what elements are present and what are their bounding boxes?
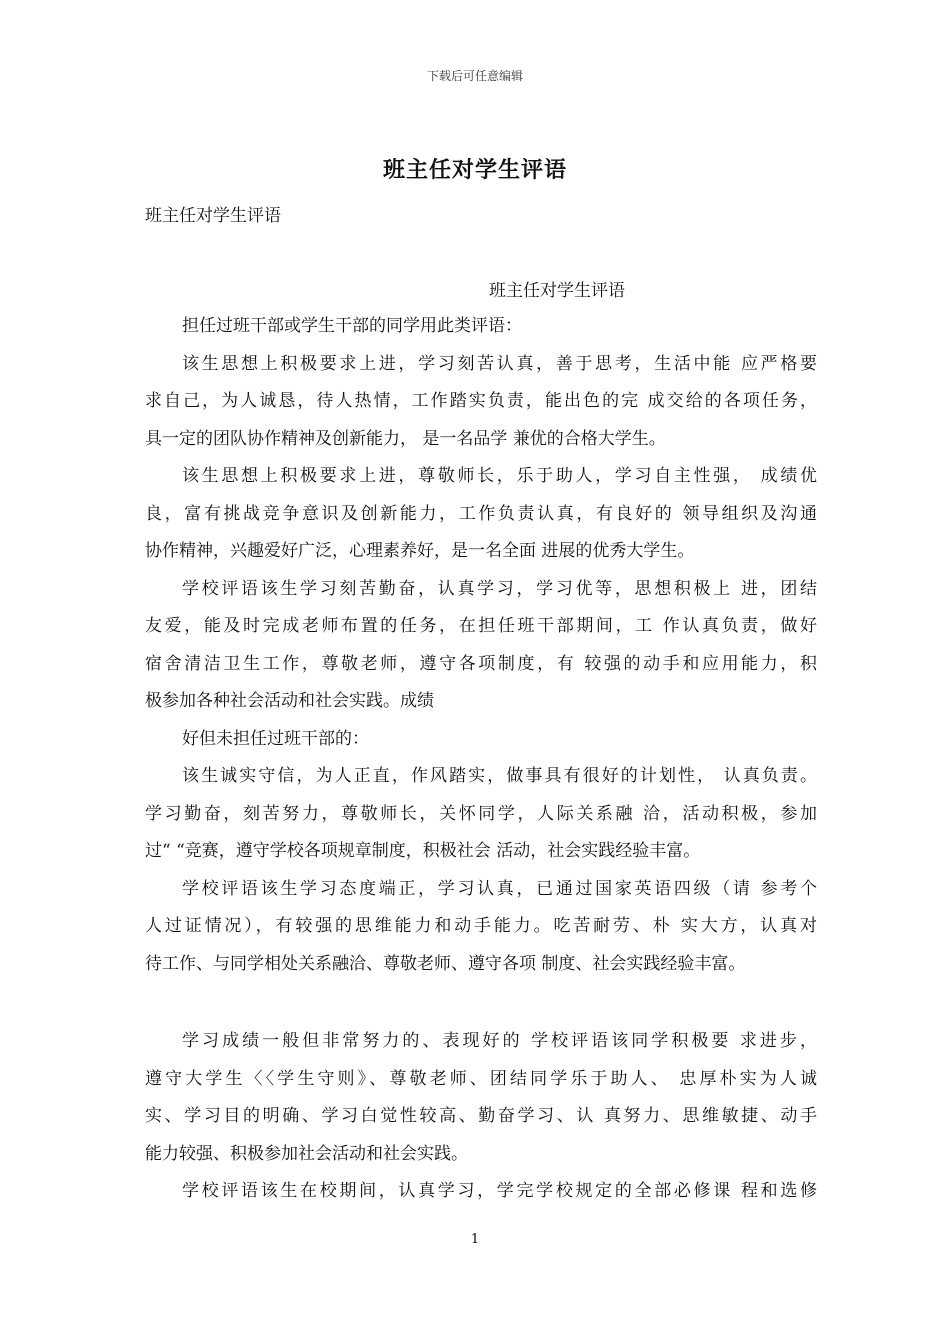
paragraph-line: 学校评语该生学习态度端正，学习认真，已通过国家英语四级（请 参考个 — [182, 878, 817, 899]
document-body — [145, 308, 817, 1211]
paragraph-line: 学习成绩一般但非常努力的、表现好的 学校评语该同学积极要 求进步， — [182, 1031, 817, 1051]
paragraph-line: 该生思想上积极要求上进，学习刻苦认真，善于思考，生活中能 应严格要 — [182, 353, 817, 374]
paragraph-line: 该生思想上积极要求上进，尊敬师长，乐于助人，学习自主性强， 成绩优 — [182, 466, 817, 486]
paragraph-line: 过“ “竞赛，遵守学校各项规章制度，积极社会 活动，社会实践经验丰富。 — [145, 841, 701, 861]
paragraph-line: 协作精神，兴趣爱好广泛，心理素养好，是一名全面 进展的优秀大学生。 — [145, 541, 695, 561]
paragraph-line: 学校评语该生在校期间，认真学习，学完学校规定的全部必修课 程和选修 — [182, 1181, 817, 1201]
document-title: 班主任对学生评语 — [382, 157, 567, 183]
header-note: 下载后可任意编辑 — [426, 69, 523, 83]
paragraph-line: 宿舍清洁卫生工作，尊敬老师，遵守各项制度，有 较强的动手和应用能力，积 — [145, 653, 817, 674]
paragraph-line: 人过证情况），有较强的思维能力和动手能力。吃苦耐劳、朴 实大方，认真对 — [145, 916, 817, 936]
page-number: 1 — [470, 1232, 480, 1247]
paragraph-line: 具一定的团队协作精神及创新能力， 是一名品学 兼优的合格大学生。 — [145, 428, 666, 449]
paragraph-line: 友爱，能及时完成老师布置的任务，在担任班干部期间，工 作认真负责，做好 — [145, 616, 817, 636]
paragraph-line: 好但未担任过班干部的： — [182, 728, 369, 749]
paragraph-line: 实、学习目的明确、学习白觉性较高、勤奋学习、认 真努力、思维敏捷、动手 — [145, 1106, 817, 1126]
paragraph-line: 该生诚实守信，为人正直，作风踏实，做事具有很好的计划性， 认真负责。 — [182, 766, 817, 786]
paragraph-line: 极参加各种社会活动和社会实践。成绩 — [145, 691, 434, 711]
paragraph-line: 学校评语该生学习刻苦勤奋，认真学习，学习优等，思想积极上 进，团结 — [182, 578, 817, 599]
paragraph-gap — [145, 983, 817, 1023]
paragraph-line: 待工作、与同学相处关系融洽、尊敬老师、遵守各项 制度、社会实践经验丰富。 — [145, 953, 746, 974]
paragraph-line: 求自己，为人诚恳，待人热情，工作踏实负责，能出色的完 成交给的各项任务， — [145, 391, 817, 411]
paragraph-line: 学习勤奋，刻苦努力，尊敬师长，关怀同学，人际关系融 洽，活动积极，参加 — [145, 803, 817, 824]
paragraph-line: 能力较强、积极参加社会活动和社会实践。 — [145, 1143, 468, 1164]
paragraph-line: 良，富有挑战竞争意识及创新能力，工作负责认真，有良好的 领导组织及沟通 — [145, 503, 817, 524]
paragraph-line: 担任过班干部或学生干部的同学用此类评语： — [182, 316, 522, 336]
document-subtitle: 班主任对学生评语 — [145, 206, 281, 226]
section-title: 班主任对学生评语 — [489, 281, 625, 301]
paragraph-line: 遵守大学生〈〈学生守则》、尊敬老师、团结同学乐于助人、 忠厚朴实为人诚 — [145, 1068, 817, 1089]
